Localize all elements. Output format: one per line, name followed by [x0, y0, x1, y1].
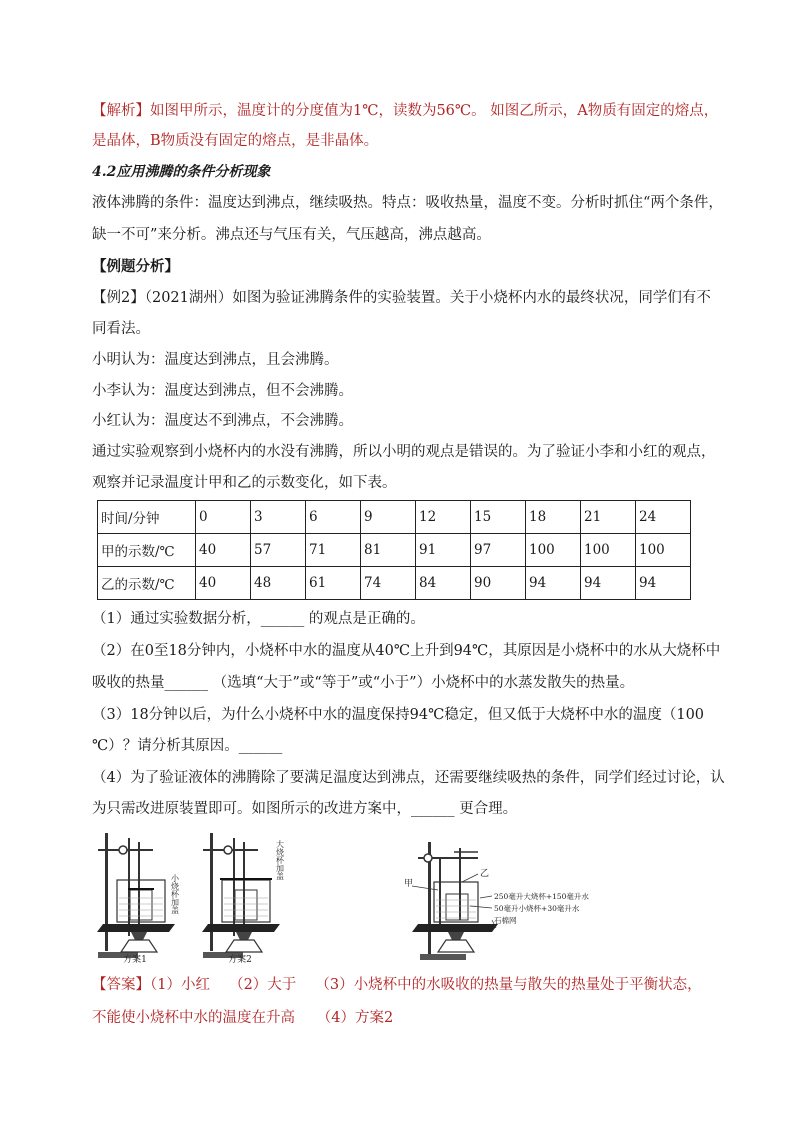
analysis-line-2: 是晶体，B物质没有固定的熔点，是非晶体。 [92, 133, 379, 149]
main-note-2: 50毫升小烧杯+30毫升水 [494, 904, 580, 913]
table-cell: 15 [471, 501, 526, 534]
question-2-line-2: 吸收的热量______ （选填“大于”或“等于”或“小于”）小烧杯中的水蒸发散失的热量。 [92, 675, 635, 691]
table-row [98, 501, 691, 534]
table-cell: 97 [471, 534, 526, 567]
main-label-yi: 乙 [480, 869, 490, 879]
table-cell: 84 [416, 567, 471, 600]
table-cell: 18 [526, 501, 581, 534]
table-cell: 24 [636, 501, 691, 534]
main-note-1: 250毫升大烧杯+150毫升水 [494, 892, 589, 901]
question-4-line-1: （4）为了验证液体的沸腾除了要满足温度达到沸点，还需要继续吸热的条件，同学们经过讨论，认 [92, 770, 725, 786]
plan-1-apparatus-figure [95, 828, 200, 966]
table-row [98, 567, 691, 600]
plan-2-label: 方案2 [228, 955, 252, 965]
table-cell: 12 [416, 501, 471, 534]
table-cell: 94 [581, 567, 636, 600]
table-cell: 时间/分钟 [98, 501, 196, 534]
table-cell: 100 [526, 534, 581, 567]
example-header: 【例题分析】 [92, 258, 179, 275]
table-cell: 0 [196, 501, 251, 534]
answer-line-2: 不能使小烧杯中水的温度在升高 （4）方案2 [92, 1010, 394, 1026]
plan-2-side-note: 大烧杯加盖 [275, 840, 285, 880]
question-1: （1）通过实验数据分析，______ 的观点是正确的。 [92, 611, 425, 627]
table-cell: 40 [196, 567, 251, 600]
section-title: 4.2应用沸腾的条件分析现象 [92, 164, 271, 180]
body-line-1: 液体沸腾的条件：温度达到沸点，继续吸热。特点：吸收热量，温度不变。分析时抓住“两个条件， [92, 195, 723, 211]
table-cell: 74 [361, 567, 416, 600]
question-3-line-1: （3）18分钟以后，为什么小烧杯中水的温度保持94℃稳定，但又低于大烧杯中水的温度（100 [92, 707, 705, 723]
table-cell: 48 [251, 567, 306, 600]
plan-2-apparatus-figure [200, 828, 300, 966]
plan-1-label: 方案1 [123, 955, 147, 965]
main-label-jia: 甲 [404, 879, 414, 889]
table-cell: 6 [306, 501, 361, 534]
table-cell: 81 [361, 534, 416, 567]
body-line-2: 缺一不可”来分析。沸点还与气压有关，气压越高，沸点越高。 [92, 227, 491, 243]
answer-line-1: 【答案】（1）小红 （2）大于 （3）小烧杯中的水吸收的热量与散失的热量处于平衡状态， [92, 977, 702, 993]
example-line-2: 同看法。 [92, 321, 150, 337]
analysis-line-1: 【解析】如图甲所示，温度计的分度值为1℃，读数为56℃。 如图乙所示，A物质有固定的熔点， [92, 103, 719, 119]
table-cell: 71 [306, 534, 361, 567]
question-3-line-2: ℃）？请分析其原因。______ [92, 738, 283, 754]
view-xiaohong: 小红认为：温度达不到沸点，不会沸腾。 [92, 413, 353, 429]
observation-line-2: 观察并记录温度计甲和乙的示数变化，如下表。 [92, 475, 397, 491]
table-row [98, 534, 691, 567]
table-cell: 94 [526, 567, 581, 600]
table-cell: 100 [636, 534, 691, 567]
view-xiaoming: 小明认为：温度达到沸点，且会沸腾。 [92, 352, 339, 368]
example-line-1: 【例2】（2021湖州）如图为验证沸腾条件的实验装置。关于小烧杯内水的最终状况，同学们有不 [92, 290, 711, 306]
main-note-3: 石棉网 [494, 916, 517, 925]
table-cell: 94 [636, 567, 691, 600]
table-cell: 甲的示数/℃ [98, 534, 196, 567]
observation-line-1: 通过实验观察到小烧杯内的水没有沸腾，所以小明的观点是错误的。为了验证小李和小红的观点， [92, 444, 716, 460]
main-apparatus-figure [398, 838, 603, 966]
table-cell: 3 [251, 501, 306, 534]
data-table [97, 500, 691, 600]
plan-1-side-note: 小烧杯加盖 [170, 874, 180, 914]
table-cell: 61 [306, 567, 361, 600]
table-cell: 21 [581, 501, 636, 534]
table-cell: 乙的示数/℃ [98, 567, 196, 600]
view-xiaoli: 小李认为：温度达到沸点，但不会沸腾。 [92, 383, 353, 399]
table-cell: 90 [471, 567, 526, 600]
table-cell: 57 [251, 534, 306, 567]
question-4-line-2: 为只需改进原装置即可。如图所示的改进方案中，______ 更合理。 [92, 801, 518, 817]
table-cell: 9 [361, 501, 416, 534]
question-2-line-1: （2）在0至18分钟内，小烧杯中水的温度从40℃上升到94℃，其原因是小烧杯中的水从大烧杯中 [92, 643, 721, 659]
table-cell: 40 [196, 534, 251, 567]
table-cell: 100 [581, 534, 636, 567]
table-cell: 91 [416, 534, 471, 567]
